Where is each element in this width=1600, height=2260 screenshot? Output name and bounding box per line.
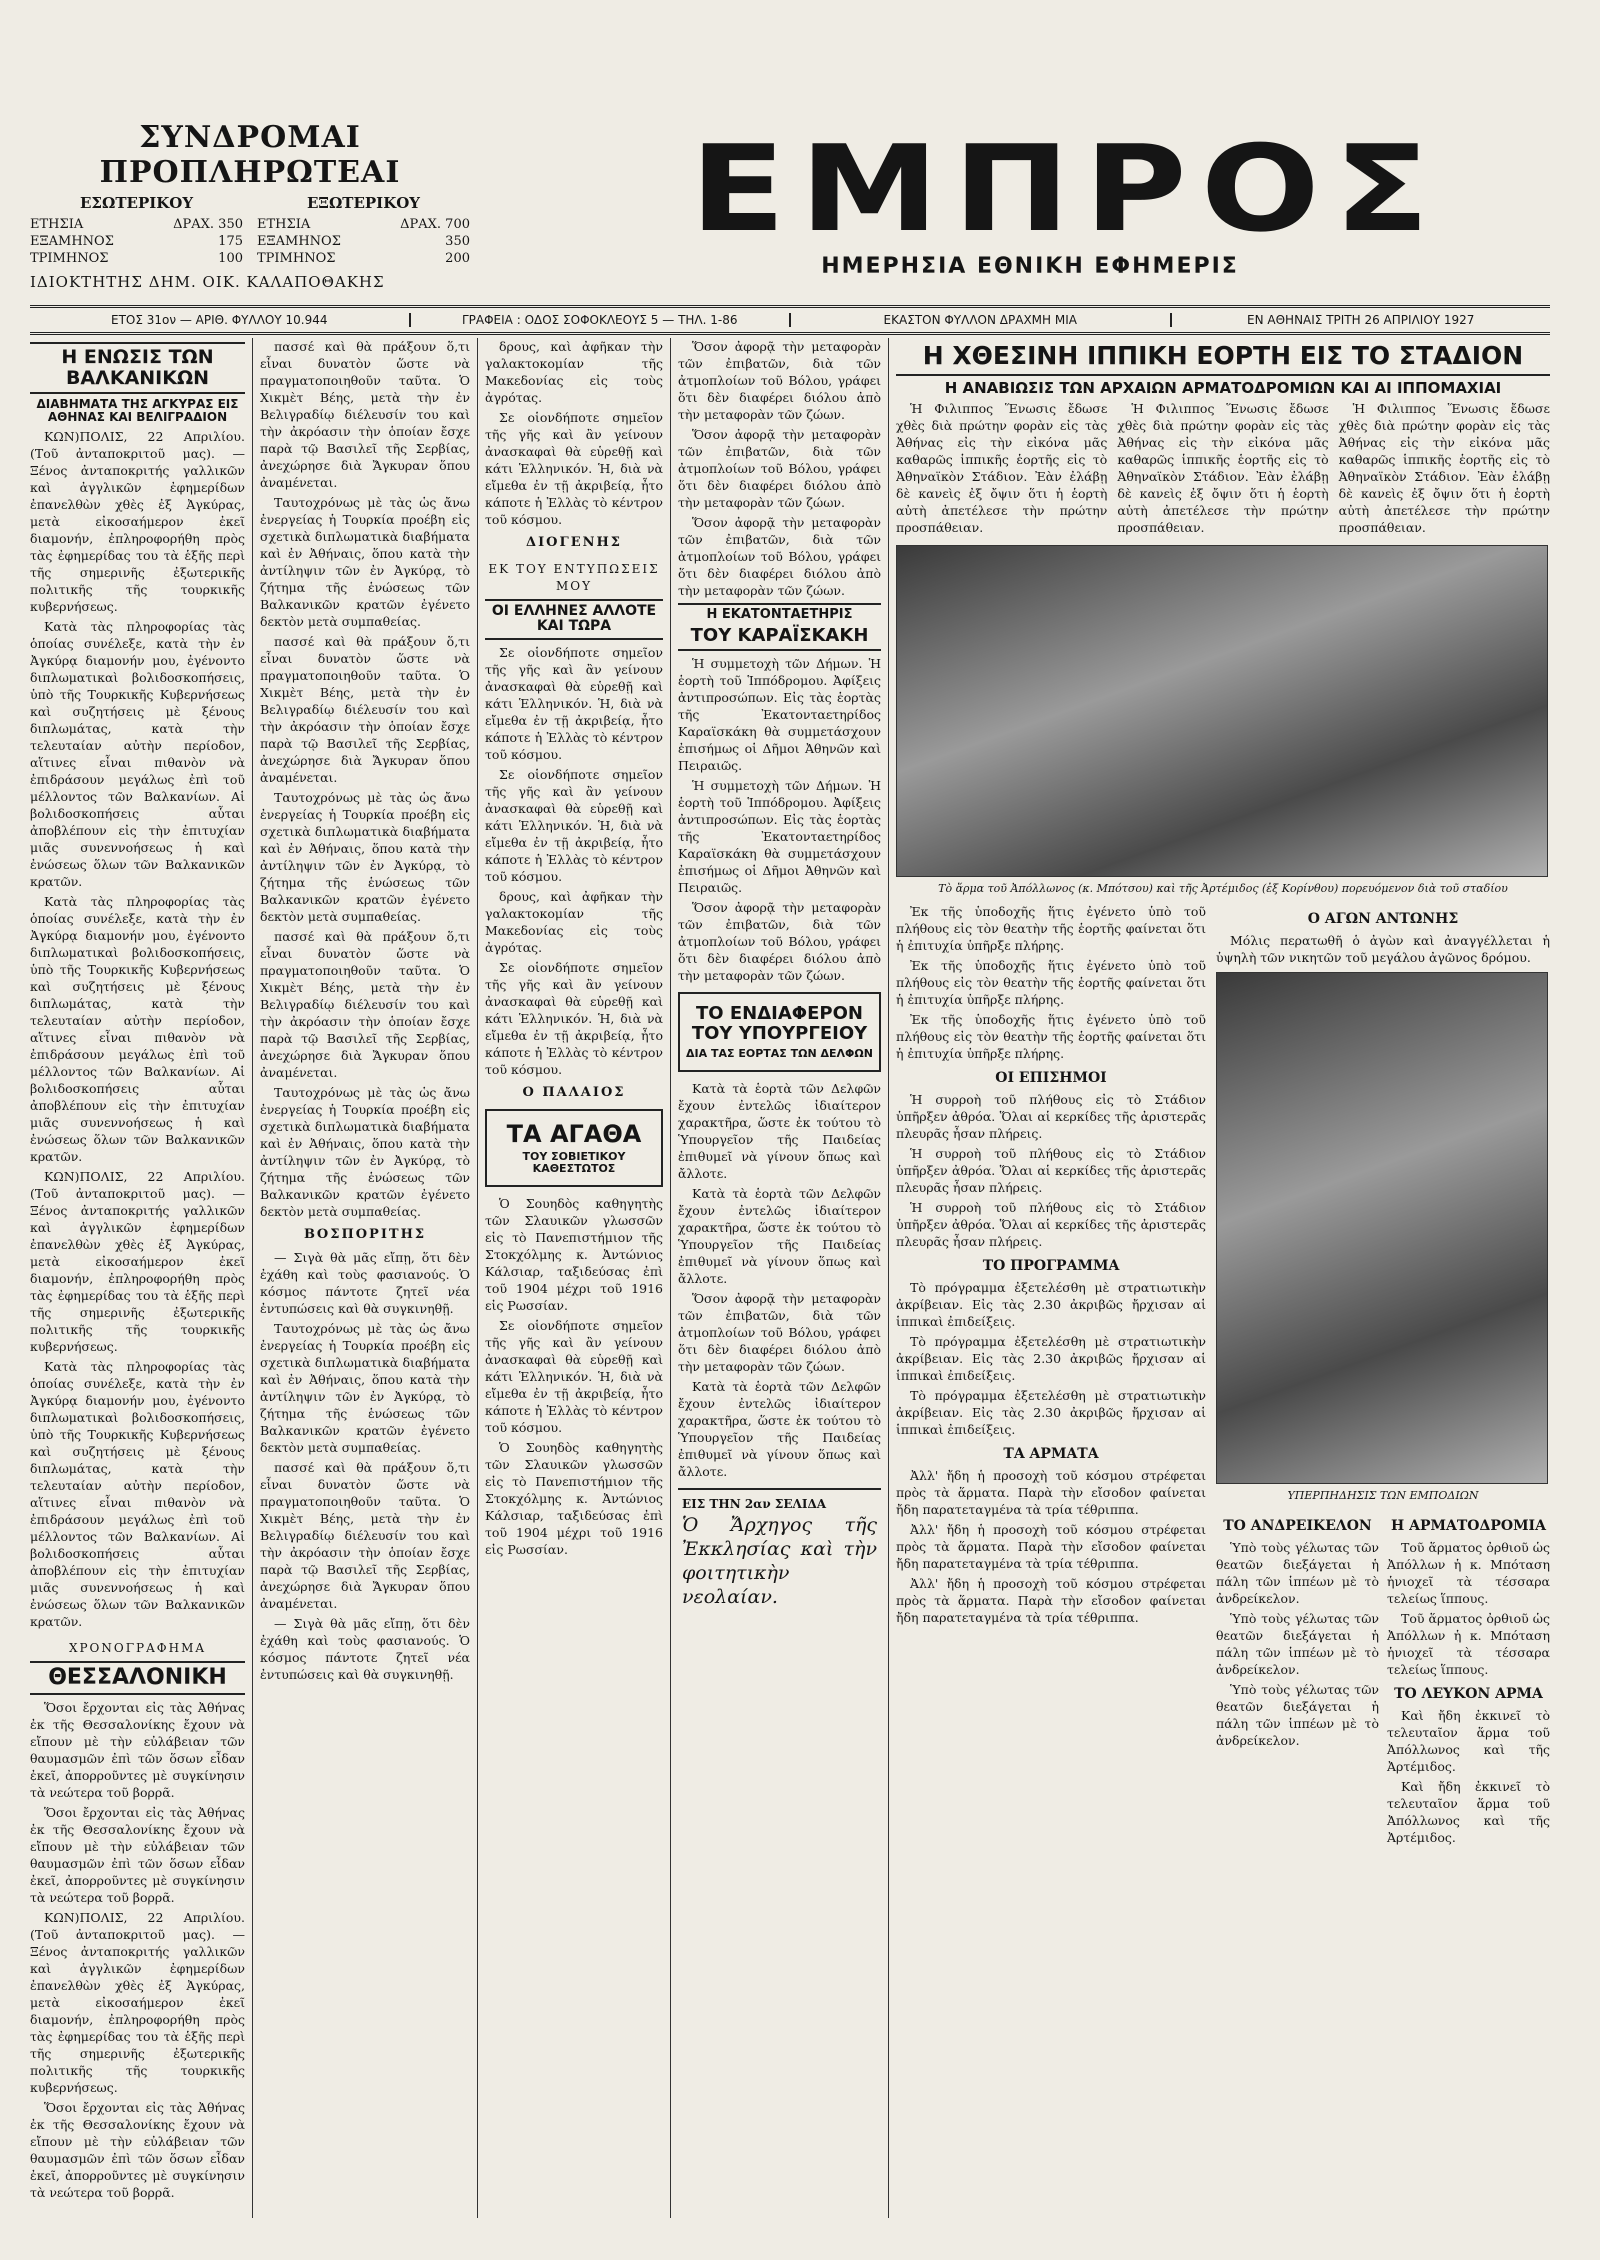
photo-caption-hurdles: ΥΠΕΡΠΗΔΗΣΙΣ ΤΩΝ ΕΜΠΟΔΙΩΝ <box>1287 1489 1479 1502</box>
article-text: Ἀλλ' ἤδη ἡ προσοχὴ τοῦ κόσμου στρέφεται πρὸς τὰ ἅρματα. Παρὰ τὴν εἴσοδον φαίνεται ἤδη παρατεταγμένα τὰ τρία τέθριππα. <box>896 1576 1206 1625</box>
article-text: Τοῦ ἅρματος ὀρθιοῦ ὡς Ἀπόλλων ἡ κ. Μπόταση ἡνιοχεῖ τὰ τέσσαρα τελείως ἵππους. <box>1387 1540 1550 1606</box>
article-text: Τὸ πρόγραμμα ἐξετελέσθη μὲ στρατιωτικὴν ἀκρίβειαν. Εἰς τὰς 2.30 ἀκριβῶς ἤρχισαν αἱ ἱππικαὶ ἐπιδείξεις. <box>896 1334 1206 1383</box>
article-text: Ἀλλ' ἤδη ἡ προσοχὴ τοῦ κόσμου στρέφεται πρὸς τὰ ἅρματα. Παρὰ τὴν εἴσοδον φαίνεται ἤδη παρατεταγμένα τὰ τρία τέθριππα. <box>896 1468 1206 1517</box>
article-text: Ἡ συρροὴ τοῦ πλήθους εἰς τὸ Στάδιον ὑπῆρξεν ἀθρόα. Ὅλαι αἱ κερκίδες τῆς ἀριστερᾶς πλευρᾶς ἦσαν πλήρεις. <box>896 1092 1206 1141</box>
subhead-stadium: Η ΑΝΑΒΙΩΣΙΣ ΤΩΝ ΑΡΧΑΙΩΝ ΑΡΜΑΤΟΔΡΟΜΙΩΝ ΚΑΙ ΑΙ ΙΠΠΟΜΑΧΙΑΙ <box>944 378 1502 397</box>
article-text: Ἡ συρροὴ τοῦ πλήθους εἰς τὸ Στάδιον ὑπῆρξεν ἀθρόα. Ὅλαι αἱ κερκίδες τῆς ἀριστερᾶς πλευρᾶς ἦσαν πλήρεις. <box>896 1146 1206 1195</box>
subscriptions-title: ΣΥΝΔΡΟΜΑΙ ΠΡΟΠΛΗΡΩΤΕΑΙ <box>99 120 401 190</box>
foreign-prices <box>257 194 470 267</box>
subhead-contest: Ο ΑΓΩΝ ΑΝΤΩΝΗΣ <box>1307 911 1459 927</box>
subhead-white-chariot: ΤΟ ΛΕΥΚΟΝ ΑΡΜΑ <box>1394 1686 1543 1702</box>
article-text: Τοῦ ἅρματος ὀρθιοῦ ὡς Ἀπόλλων ἡ κ. Μπόταση ἡνιοχεῖ τὰ τέσσαρα τελείως ἵππους. <box>1387 1611 1550 1677</box>
headline-thessaloniki: ΘΕΣΣΑΛΟΝΙΚΗ <box>30 1661 245 1695</box>
article-text: Τὸ πρόγραμμα ἐξετελέσθη μὲ στρατιωτικὴν ἀκρίβειαν. Εἰς τὰς 2.30 ἀκριβῶς ἤρχισαν αἱ ἱππικαὶ ἐπιδείξεις. <box>896 1280 1206 1329</box>
headline-ministry: ΤΟ ΕΝΔΙΑΦΕΡΟΝ ΤΟΥ ΥΠΟΥΡΓΕΙΟΥ <box>691 1003 868 1044</box>
price-value: 200 <box>445 251 470 266</box>
headline-greeks: ΟΙ ΕΛΛΗΝΕΣ ΑΛΛΟΤΕ ΚΑΙ ΤΩΡΑ <box>485 599 663 640</box>
subhead-dummy: ΤΟ ΑΝΔΡΕΙΚΕΛΟΝ <box>1223 1518 1372 1534</box>
serial-label: ΕΙΣ ΤΗΝ 2αν ΣΕΛΙΔΑ <box>682 1496 827 1511</box>
foreign-head: ΕΞΩΤΕΡΙΚΟΥ <box>306 194 421 212</box>
masthead-logo <box>690 120 1444 279</box>
main-story-left <box>896 903 1206 1849</box>
article-text: Ταυτοχρόνως μὲ τὰς ὡς ἄνω ἐνεργείας ἡ Τουρκία προέβη εἰς σχετικὰ διπλωματικὰ διαβήματα καὶ ἐν Ἀθήναις, ὅπου κατὰ τὴν ἀντίληψιν τῶν ἐν Ἀγκύρᾳ, τὸ ζήτημα τῆς ἑνώσεως τῶν Βαλκανικῶν κρατῶν ἐγένετο δεκτὸν μετὰ συμπαθείας. <box>260 790 470 924</box>
byline: ΒΟΣΠΟΡΙΤΗΣ <box>303 1227 427 1242</box>
article-text: Ὑπὸ τοὺς γέλωτας τῶν θεατῶν διεξάγεται ἡ πάλη τῶν ἱππέων μὲ τὸ ἀνδρείκελον. <box>1216 1682 1379 1748</box>
article-text: Ὁ Σουηδὸς καθηγητὴς τῶν Σλαυικῶν γλωσσῶν εἰς τὸ Πανεπιστήμιον τῆς Στοκχόλμης κ. Ἀντώνιος Κάλσιαρ, ταξιδεύσας ἐπὶ τοῦ 1904 μέχρι τοῦ 1916 εἰς Ρωσσίαν. <box>485 1440 663 1558</box>
section-label: ΧΡΟΝΟΓΡΑΦΗΜΑ <box>68 1641 207 1656</box>
article-text: Ὅσοι ἔρχονται εἰς τὰς Ἀθήνας ἐκ τῆς Θεσσαλονίκης ἔχουν νὰ εἴπουν μὲ τὴν εὐλάβειαν τῶν θαυμασμῶν ἐπὶ τῶν ὅσων εἶδαν ἐκεῖ, ἀπορροῦντες μὲ συγκίνησιν τὰ νεώτερα τοῦ βορρᾶ. <box>30 2100 245 2201</box>
article-text: Κατὰ τὰ ἑορτὰ τῶν Δελφῶν ἔχουν ἐντελῶς ἰδιαίτερον χαρακτῆρα, ὥστε ἐκ τούτου τὸ Ὑπουργεῖον τῆς Παιδείας ἐπιθυμεῖ νὰ γίνουν ὅπως καὶ ἄλλοτε. <box>678 1378 881 1479</box>
column-2 <box>260 338 470 2218</box>
headline-soviet: ΤΑ ΑΓΑΘΑ <box>506 1119 642 1148</box>
article-text: Ἡ Φιλιππος Ἕνωσις ἔδωσε χθὲς διὰ πρώτην φορὰν εἰς τὰς Ἀθήνας εἰς τὴν εἰκόνα μᾶς καθαρῶς ἱππικῆς ἑορτῆς εἰς τὸ Ἀθηναϊκὸν Στάδιον. Ἐὰν ἐλάβῃ δὲ κανεὶς ἐξ ὄψιν ὅτι ἡ ἑορτὴ αὐτὴ ἀπετέλεσε τὴν πρώτην προσπάθειαν. <box>1338 401 1550 535</box>
article-text: Ἐκ τῆς ὑποδοχῆς ἥτις ἐγένετο ὑπὸ τοῦ πλήθους εἰς τὸν θεατὴν τῆς ἑορτῆς φαίνεται ὅτι ἡ ἐπιτυχία ὑπῆρξε πλήρης. <box>896 958 1206 1007</box>
owner-line: ΙΔΙΟΚΤΗΤΗΣ ΔΗΜ. ΟΙΚ. ΚΑΛΑΠΟΘΑΚΗΣ <box>30 273 385 291</box>
serial-title: Ὁ Ἄρχηγος τῆς Ἐκκλησίας καὶ τὴν φοιτητικὴν νεολαίαν. <box>682 1513 877 1608</box>
headline-centenary: Η ΕΚΑΤΟΝΤΑΕΤΗΡΙΣ <box>678 603 881 622</box>
article-text: Ἡ συμμετοχὴ τῶν Δήμων. Ἡ ἑορτὴ τοῦ Ἱππόδρομου. Ἀφίξεις ἀντιπροσώπων. Εἰς τὰς ἑορτὰς τῆς Ἐκατονταετηρίδος Καραϊσκάκη θὰ συμμετάσχουν ἐπισήμως οἱ Δῆμοι Ἀθηνῶν καὶ Πειραιῶς. <box>678 656 881 774</box>
byline: Ο ΠΑΛΑΙΟΣ <box>522 1084 626 1100</box>
price-value: 100 <box>218 251 243 266</box>
headline-stadium: Η ΧΘΕΣΙΝΗ ΙΠΠΙΚΗ ΕΟΡΤΗ ΕΙΣ ΤΟ ΣΤΑΔΙΟΝ <box>896 342 1550 376</box>
article-text: Ἐκ τῆς ὑποδοχῆς ἥτις ἐγένετο ὑπὸ τοῦ πλήθους εἰς τὸν θεατὴν τῆς ἑορτῆς φαίνεται ὅτι ἡ ἐπιτυχία ὑπῆρξε πλήρης. <box>896 1012 1206 1061</box>
article-text: Ὑπὸ τοὺς γέλωτας τῶν θεατῶν διεξάγεται ἡ πάλη τῶν ἱππέων μὲ τὸ ἀνδρείκελον. <box>1216 1540 1379 1606</box>
info-bar <box>30 305 1550 335</box>
issue-price: ΕΚΑΣΤΟΝ ΦΥΛΛΟΝ ΔΡΑΧΜΗ ΜΙΑ <box>791 313 1172 327</box>
photo-chariots <box>896 545 1548 877</box>
subhead-officials: ΟΙ ΕΠΙΣΗΜΟΙ <box>995 1070 1107 1086</box>
article-text: Τὸ πρόγραμμα ἐξετελέσθη μὲ στρατιωτικὴν ἀκρίβειαν. Εἰς τὰς 2.30 ἀκριβῶς ἤρχισαν αἱ ἱππικαὶ ἐπιδείξεις. <box>896 1388 1206 1437</box>
article-text: Ταυτοχρόνως μὲ τὰς ὡς ἄνω ἐνεργείας ἡ Τουρκία προέβη εἰς σχετικὰ διπλωματικὰ διαβήματα καὶ ἐν Ἀθήναις, ὅπου κατὰ τὴν ἀντίληψιν τῶν ἐν Ἀγκύρᾳ, τὸ ζήτημα τῆς ἑνώσεως τῶν Βαλκανικῶν κρατῶν ἐγένετο δεκτὸν μετὰ συμπαθείας. <box>260 1321 470 1455</box>
article-text: Μόλις περατωθῆ ὁ ἀγὼν καὶ ἀναγγέλλεται ἡ ὑψηλὴ τῶν νικητῶν τοῦ μεγάλου ἀγῶνος δρόμου. <box>1216 933 1550 965</box>
article-text: Ὅσον ἀφορᾷ τὴν μεταφορὰν τῶν ἐπιβατῶν, διὰ τῶν ἀτμοπλοίων τοῦ Βόλου, γράφει ὅτι δὲν διαφέρει διόλου ἀπὸ τὴν μεταφορὰν τῶν ζώων. <box>678 900 881 984</box>
article-text: ΚΩΝ)ΠΟΛΙΣ, 22 Απριλίου. (Τοῦ ἀνταποκριτοῦ μας). — Ξένος ἀνταποκριτής γαλλικῶν καὶ ἀγγλικῶν ἐφημερίδων ἐπανελθὼν χθὲς ἐξ Ἀγκύρας, μετὰ εἰκοσαήμερον ἐκεῖ διαμονήν, ἐπληροφορήθη πρὸς τὰς ἐφημερίδας του τὰ ἑξῆς περὶ τῆς σημερινῆς ἐξωτερικῆς πολιτικῆς τῆς τουρκικῆς κυβερνήσεως. <box>30 1169 245 1355</box>
logo-wordmark: ΕΜΠΡΟΣ <box>690 120 1444 259</box>
price-label: ΕΞΑΜΗΝΟΣ <box>30 234 114 249</box>
price-label: ΕΤΗΣΙΑ <box>30 217 84 232</box>
article-text: ΚΩΝ)ΠΟΛΙΣ, 22 Απριλίου. (Τοῦ ἀνταποκριτοῦ μας). — Ξένος ἀνταποκριτής γαλλικῶν καὶ ἀγγλικῶν ἐφημερίδων ἐπανελθὼν χθὲς ἐξ Ἀγκύρας, μετὰ εἰκοσαήμερον ἐκεῖ διαμονήν, ἐπληροφορήθη πρὸς τὰς ἐφημερίδας του τὰ ἑξῆς περὶ τῆς σημερινῆς ἐξωτερικῆς πολιτικῆς τῆς τουρκικῆς κυβερνήσεως. <box>30 1910 245 2096</box>
price-value: ΔΡΑΧ. 350 <box>173 217 243 232</box>
article-text: Καὶ ἤδη ἐκκινεῖ τὸ τελευταῖον ἅρμα τοῦ Ἀπόλλωνος καὶ τῆς Ἀρτέμιδος. <box>1387 1779 1550 1845</box>
article-text: Σε οἱονδήποτε σημεῖον τῆς γῆς καὶ ἂν γείνουν ἀνασκαφαὶ θὰ εὑρεθῇ καὶ κάτι Ἑλληνικόν. Ἡ, διὰ νὰ εἴμεθα ἐν τῇ ἀκριβείᾳ, ἦτο κάποτε ἡ Ἑλλὰς τὸ κέντρον τοῦ κόσμου. <box>485 410 663 527</box>
column-5-main-story <box>896 338 1550 2218</box>
article-text: Ὅσον ἀφορᾷ τὴν μεταφορὰν τῶν ἐπιβατῶν, διὰ τῶν ἀτμοπλοίων τοῦ Βόλου, γράφει ὅτι δὲν διαφέρει διόλου ἀπὸ τὴν μεταφορὰν τῶν ζώων. <box>678 427 881 510</box>
article-text: πασσέ καὶ θὰ πράξουν ὅ,τι εἶναι δυνατὸν ὥστε νὰ πραγματοποιηθοῦν ταῦτα. Ὁ Χικμὲτ Βέης, μετὰ τὴν ἐν Βελιγραδίῳ διέλευσίν του καὶ τὴν ἀκρόασιν τὴν ὁποίαν ἔσχε παρὰ τῷ Βασιλεῖ τῆς Σερβίας, ἀνεχώρησε διὰ Ἄγκυραν ὅπου ἀναμένεται. <box>260 339 470 490</box>
article-text: Κατὰ τὰ ἑορτὰ τῶν Δελφῶν ἔχουν ἐντελῶς ἰδιαίτερον χαρακτῆρα, ὥστε ἐκ τούτου τὸ Ὑπουργεῖον τῆς Παιδείας ἐπιθυμεῖ νὰ γίνουν ὅπως καὶ ἄλλοτε. <box>678 1185 881 1286</box>
column-1 <box>30 338 245 2218</box>
headline-box-soviet <box>485 1109 663 1188</box>
article-text: ΚΩΝ)ΠΟΛΙΣ, 22 Απριλίου. (Τοῦ ἀνταποκριτοῦ μας). — Ξένος ἀνταποκριτής γαλλικῶν καὶ ἀγγλικῶν ἐφημερίδων ἐπανελθὼν χθὲς ἐξ Ἀγκύρας, μετὰ εἰκοσαήμερον ἐκεῖ διαμονήν, ἐπληροφορήθη πρὸς τὰς ἐφημερίδας του τὰ ἑξῆς περὶ τῆς σημερινῆς ἐξωτερικῆς πολιτικῆς τῆς τουρκικῆς κυβερνήσεως. <box>30 429 245 615</box>
article-text: Καὶ ἤδη ἐκκινεῖ τὸ τελευταῖον ἅρμα τοῦ Ἀπόλλωνος καὶ τῆς Ἀρτέμιδος. <box>1387 1708 1550 1774</box>
article-text: Ὅσοι ἔρχονται εἰς τὰς Ἀθήνας ἐκ τῆς Θεσσαλονίκης ἔχουν νὰ εἴπουν μὲ τὴν εὐλάβειαν τῶν θαυμασμῶν ἐπὶ τῶν ὅσων εἶδαν ἐκεῖ, ἀπορροῦντες μὲ συγκίνησιν τὰ νεώτερα τοῦ βορρᾶ. <box>30 1805 245 1906</box>
main-story-right <box>1216 903 1550 1849</box>
price-value: 350 <box>445 234 470 249</box>
article-text: Σε οἱονδήποτε σημεῖον τῆς γῆς καὶ ἂν γείνουν ἀνασκαφαὶ θὰ εὑρεθῇ καὶ κάτι Ἑλληνικόν. Ἡ, διὰ νὰ εἴμεθα ἐν τῇ ἀκριβείᾳ, ἦτο κάποτε ἡ Ἑλλὰς τὸ κέντρον τοῦ κόσμου. <box>485 644 663 762</box>
article-text: Ἡ συρροὴ τοῦ πλήθους εἰς τὸ Στάδιον ὑπῆρξεν ἀθρόα. Ὅλαι αἱ κερκίδες τῆς ἀριστερᾶς πλευρᾶς ἦσαν πλήρεις. <box>896 1200 1206 1249</box>
article-text: — Σιγὰ θὰ μᾶς εἴπῃ, ὅτι δὲν ἐχάθη καὶ τοὺς φασιανούς. Ὁ κόσμος πάντοτε ζητεῖ νέα ἐντυπώσεις καὶ θὰ συγκινηθῇ. <box>260 1250 470 1316</box>
issue-date: ΕΝ ΑΘΗΝΑΙΣ ΤΡΙΤΗ 26 ΑΠΡΙΛΙΟΥ 1927 <box>1247 313 1475 327</box>
price-label: ΤΡΙΜΗΝΟΣ <box>30 251 109 266</box>
domestic-head: ΕΣΩΤΕΡΙΚΟΥ <box>79 194 194 212</box>
subhead-chariot-race: Η ΑΡΜΑΤΟΔΡΟΜΙΑ <box>1391 1518 1546 1534</box>
subhead-ministry: ΔΙΑ ΤΑΣ ΕΟΡΤΑΣ ΤΩΝ ΔΕΛΦΩΝ <box>686 1046 873 1060</box>
domestic-prices <box>30 194 243 267</box>
issue-number: ΕΤΟΣ 31ον — ΑΡΙΘ. ΦΥΛΛΟΥ 10.944 <box>30 313 411 327</box>
article-text: Σε οἱονδήποτε σημεῖον τῆς γῆς καὶ ἂν γείνουν ἀνασκαφαὶ θὰ εὑρεθῇ καὶ κάτι Ἑλληνικόν. Ἡ, διὰ νὰ εἴμεθα ἐν τῇ ἀκριβείᾳ, ἦτο κάποτε ἡ Ἑλλὰς τὸ κέντρον τοῦ κόσμου. <box>485 959 663 1077</box>
subhead-soviet: ΤΟΥ ΣΟΒΙΕΤΙΚΟΥ ΚΑΘΕΣΤΩΤΟΣ <box>522 1150 626 1176</box>
article-text: Σε οἱονδήποτε σημεῖον τῆς γῆς καὶ ἂν γείνουν ἀνασκαφαὶ θὰ εὑρεθῇ καὶ κάτι Ἑλληνικόν. Ἡ, διὰ νὰ εἴμεθα ἐν τῇ ἀκριβείᾳ, ἦτο κάποτε ἡ Ἑλλὰς τὸ κέντρον τοῦ κόσμου. <box>485 766 663 884</box>
article-text: δρους, καὶ ἀφῆκαν τὴν γαλακτοκομίαν τῆς Μακεδονίας εἰς τοὺς ἀγρότας. <box>485 339 663 405</box>
column-4 <box>678 338 881 2218</box>
article-text: Ἐκ τῆς ὑποδοχῆς ἥτις ἐγένετο ὑπὸ τοῦ πλήθους εἰς τὸν θεατὴν τῆς ἑορτῆς φαίνεται ὅτι ἡ ἐπιτυχία ὑπῆρξε πλήρης. <box>896 904 1206 953</box>
article-text: πασσέ καὶ θὰ πράξουν ὅ,τι εἶναι δυνατὸν ὥστε νὰ πραγματοποιηθοῦν ταῦτα. Ὁ Χικμὲτ Βέης, μετὰ τὴν ἐν Βελιγραδίῳ διέλευσίν του καὶ τὴν ἀκρόασιν τὴν ὁποίαν ἔσχε παρὰ τῷ Βασιλεῖ τῆς Σερβίας, ἀνεχώρησε διὰ Ἄγκυραν ὅπου ἀναμένεται. <box>260 929 470 1080</box>
article-text: Κατὰ τὰς πληροφορίας τὰς ὁποίας συνέλεξε, κατὰ τὴν ἐν Ἀγκύρᾳ διαμονήν μου, ἐγένοντο διπλωματικαὶ βολιδοσκοπήσεις, ὑπὸ τῆς Τουρκικῆς Κυβερνήσεως καὶ συζητήσεις μὲ ξένους διπλωμάτας, κατὰ τὴν τελευταίαν αὐτὴν περίοδον, αἵτινες εἶναι πιθανὸν νὰ ἐπιδράσουν μεγάλως ἐπὶ τοῦ μέλλοντος τῶν Βαλκανίων. Αἱ βολιδοσκοπήσεις αὗται ἀποβλέπουν εἰς τὴν ἐπιτυχίαν μιᾶς συνεννοήσεως ἡ καὶ ἐνώσεως ὅλων τῶν Βαλκανικῶν κρατῶν. <box>30 1359 245 1630</box>
serial-box <box>678 1488 881 1615</box>
subhead-balkans: ΔΙΑΒΗΜΑΤΑ ΤΗΣ ΑΓΚΥΡΑΣ ΕΙΣ ΑΘΗΝΑΣ ΚΑΙ ΒΕΛΙΓΡΑΔΙΟΝ <box>36 396 239 424</box>
byline: ΔΙΟΓΕΝΗΣ <box>526 535 622 550</box>
headline-box-ministry <box>678 992 881 1072</box>
section-label: ΕΚ ΤΟΥ ΕΝΤΥΠΩΣΕΙΣ ΜΟΥ <box>488 562 660 593</box>
price-label: ΕΞΑΜΗΝΟΣ <box>257 234 341 249</box>
article-text: Ὅσον ἀφορᾷ τὴν μεταφορὰν τῶν ἐπιβατῶν, διὰ τῶν ἀτμοπλοίων τοῦ Βόλου, γράφει ὅτι δὲν διαφέρει διόλου ἀπὸ τὴν μεταφορὰν τῶν ζώων. <box>678 339 881 422</box>
price-value: 175 <box>218 234 243 249</box>
article-text: πασσέ καὶ θὰ πράξουν ὅ,τι εἶναι δυνατὸν ὥστε νὰ πραγματοποιηθοῦν ταῦτα. Ὁ Χικμὲτ Βέης, μετὰ τὴν ἐν Βελιγραδίῳ διέλευσίν του καὶ τὴν ἀκρόασιν τὴν ὁποίαν ἔσχε παρὰ τῷ Βασιλεῖ τῆς Σερβίας, ἀνεχώρησε διὰ Ἄγκυραν ὅπου ἀναμένεται. <box>260 1460 470 1611</box>
article-text: πασσέ καὶ θὰ πράξουν ὅ,τι εἶναι δυνατὸν ὥστε νὰ πραγματοποιηθοῦν ταῦτα. Ὁ Χικμὲτ Βέης, μετὰ τὴν ἐν Βελιγραδίῳ διέλευσίν του καὶ τὴν ἀκρόασιν τὴν ὁποίαν ἔσχε παρὰ τῷ Βασιλεῖ τῆς Σερβίας, ἀνεχώρησε διὰ Ἄγκυραν ὅπου ἀναμένεται. <box>260 634 470 785</box>
article-text: Κατὰ τὰς πληροφορίας τὰς ὁποίας συνέλεξε, κατὰ τὴν ἐν Ἀγκύρᾳ διαμονήν μου, ἐγένοντο διπλωματικαὶ βολιδοσκοπήσεις, ὑπὸ τῆς Τουρκικῆς Κυβερνήσεως καὶ συζητήσεις μὲ ξένους διπλωμάτας, κατὰ τὴν τελευταίαν αὐτὴν περίοδον, αἵτινες εἶναι πιθανὸν νὰ ἐπιδράσουν μεγάλως ἐπὶ τοῦ μέλλοντος τῶν Βαλκανίων. Αἱ βολιδοσκοπήσεις αὗται ἀποβλέπουν εἰς τὴν ἐπιτυχίαν μιᾶς συνεννοήσεως ἡ καὶ ἐνώσεως ὅλων τῶν Βαλκανικῶν κρατῶν. <box>30 894 245 1165</box>
article-text: Ταυτοχρόνως μὲ τὰς ὡς ἄνω ἐνεργείας ἡ Τουρκία προέβη εἰς σχετικὰ διπλωματικὰ διαβήματα καὶ ἐν Ἀθήναις, ὅπου κατὰ τὴν ἀντίληψιν τῶν ἐν Ἀγκύρᾳ, τὸ ζήτημα τῆς ἑνώσεως τῶν Βαλκανικῶν κρατῶν ἐγένετο δεκτὸν μετὰ συμπαθείας. <box>260 495 470 629</box>
newspaper-page <box>30 20 1550 2240</box>
subscriptions-block <box>30 120 470 291</box>
article-text: Ὑπὸ τοὺς γέλωτας τῶν θεατῶν διεξάγεται ἡ πάλη τῶν ἱππέων μὲ τὸ ἀνδρείκελον. <box>1216 1611 1379 1677</box>
photo-caption-chariots: Τὸ ἅρμα τοῦ Ἀπόλλωνος (κ. Μπότσου) καὶ τῆς Ἀρτέμιδος (ἐξ Κορίνθου) πορευόμενον διὰ τοῦ σταδίου <box>938 882 1508 895</box>
headline-balkans: Η ΕΝΩΣΙΣ ΤΩΝ ΒΑΛΚΑΝΙΚΩΝ <box>30 342 245 394</box>
office-address: ΓΡΑΦΕΙΑ : ΟΔΟΣ ΣΟΦΟΚΛΕΟΥΣ 5 — ΤΗΛ. 1-86 <box>411 313 792 327</box>
article-text: Ὅσον ἀφορᾷ τὴν μεταφορὰν τῶν ἐπιβατῶν, διὰ τῶν ἀτμοπλοίων τοῦ Βόλου, γράφει ὅτι δὲν διαφέρει διόλου ἀπὸ τὴν μεταφορὰν τῶν ζώων. <box>678 1290 881 1374</box>
price-label: ΤΡΙΜΗΝΟΣ <box>257 251 336 266</box>
headline-karaiskakis: ΤΟΥ ΚΑΡΑΪΣΚΑΚΗ <box>678 626 881 651</box>
article-text: — Σιγὰ θὰ μᾶς εἴπῃ, ὅτι δὲν ἐχάθη καὶ τοὺς φασιανούς. Ὁ κόσμος πάντοτε ζητεῖ νέα ἐντυπώσεις καὶ θὰ συγκινηθῇ. <box>260 1616 470 1682</box>
price-value: ΔΡΑΧ. 700 <box>400 217 470 232</box>
article-text: Κατὰ τὰ ἑορτὰ τῶν Δελφῶν ἔχουν ἐντελῶς ἰδιαίτερον χαρακτῆρα, ὥστε ἐκ τούτου τὸ Ὑπουργεῖον τῆς Παιδείας ἐπιθυμεῖ νὰ γίνουν ὅπως καὶ ἄλλοτε. <box>678 1080 881 1181</box>
article-text: Ἡ Φιλιππος Ἕνωσις ἔδωσε χθὲς διὰ πρώτην φορὰν εἰς τὰς Ἀθήνας εἰς τὴν εἰκόνα μᾶς καθαρῶς ἱππικῆς ἑορτῆς εἰς τὸ Ἀθηναϊκὸν Στάδιον. Ἐὰν ἐλάβῃ δὲ κανεὶς ἐξ ὄψιν ὅτι ἡ ἑορτὴ αὐτὴ ἀπετέλεσε τὴν πρώτην προσπάθειαν. <box>1117 401 1329 535</box>
column-3 <box>485 338 663 2218</box>
subhead-programme: ΤΟ ΠΡΟΓΡΑΜΜΑ <box>982 1258 1120 1274</box>
article-text: Ἀλλ' ἤδη ἡ προσοχὴ τοῦ κόσμου στρέφεται πρὸς τὰ ἅρματα. Παρὰ τὴν εἴσοδον φαίνεται ἤδη παρατεταγμένα τὰ τρία τέθριππα. <box>896 1522 1206 1571</box>
article-text: Ὅσοι ἔρχονται εἰς τὰς Ἀθήνας ἐκ τῆς Θεσσαλονίκης ἔχουν νὰ εἴπουν μὲ τὴν εὐλάβειαν τῶν θαυμασμῶν ἐπὶ τῶν ὅσων εἶδαν ἐκεῖ, ἀπορροῦντες μὲ συγκίνησιν τὰ νεώτερα τοῦ βορρᾶ. <box>30 1700 245 1801</box>
article-text: Ἡ συμμετοχὴ τῶν Δήμων. Ἡ ἑορτὴ τοῦ Ἱππόδρομου. Ἀφίξεις ἀντιπροσώπων. Εἰς τὰς ἑορτὰς τῆς Ἐκατονταετηρίδος Καραϊσκάκη θὰ συμμετάσχουν ἐπισήμως οἱ Δῆμοι Ἀθηνῶν καὶ Πειραιῶς. <box>678 778 881 896</box>
article-text: Ταυτοχρόνως μὲ τὰς ὡς ἄνω ἐνεργείας ἡ Τουρκία προέβη εἰς σχετικὰ διπλωματικὰ διαβήματα καὶ ἐν Ἀθήναις, ὅπου κατὰ τὴν ἀντίληψιν τῶν ἐν Ἀγκύρᾳ, τὸ ζήτημα τῆς ἑνώσεως τῶν Βαλκανικῶν κρατῶν ἐγένετο δεκτὸν μετὰ συμπαθείας. <box>260 1085 470 1219</box>
price-label: ΕΤΗΣΙΑ <box>257 217 311 232</box>
article-text: δρους, καὶ ἀφῆκαν τὴν γαλακτοκομίαν τῆς Μακεδονίας εἰς τοὺς ἀγρότας. <box>485 888 663 955</box>
article-text: Ὅσον ἀφορᾷ τὴν μεταφορὰν τῶν ἐπιβατῶν, διὰ τῶν ἀτμοπλοίων τοῦ Βόλου, γράφει ὅτι δὲν διαφέρει διόλου ἀπὸ τὴν μεταφορὰν τῶν ζώων. <box>678 515 881 598</box>
article-text: Κατὰ τὰς πληροφορίας τὰς ὁποίας συνέλεξε, κατὰ τὴν ἐν Ἀγκύρᾳ διαμονήν μου, ἐγένοντο διπλωματικαὶ βολιδοσκοπήσεις, ὑπὸ τῆς Τουρκικῆς Κυβερνήσεως καὶ συζητήσεις μὲ ξένους διπλωμάτας, κατὰ τὴν τελευταίαν αὐτὴν περίοδον, αἵτινες εἶναι πιθανὸν νὰ ἐπιδράσουν μεγάλως ἐπὶ τοῦ μέλλοντος τῶν Βαλκανίων. Αἱ βολιδοσκοπήσεις αὗται ἀποβλέπουν εἰς τὴν ἐπιτυχίαν μιᾶς συνεννοήσεως ἡ καὶ ἐνώσεως ὅλων τῶν Βαλκανικῶν κρατῶν. <box>30 619 245 890</box>
article-text: Ὁ Σουηδὸς καθηγητὴς τῶν Σλαυικῶν γλωσσῶν εἰς τὸ Πανεπιστήμιον τῆς Στοκχόλμης κ. Ἀντώνιος Κάλσιαρ, ταξιδεύσας ἐπὶ τοῦ 1904 μέχρι τοῦ 1916 εἰς Ρωσσίαν. <box>485 1196 663 1314</box>
article-text: Ἡ Φιλιππος Ἕνωσις ἔδωσε χθὲς διὰ πρώτην φορὰν εἰς τὰς Ἀθήνας εἰς τὴν εἰκόνα μᾶς καθαρῶς ἱππικῆς ἑορτῆς εἰς τὸ Ἀθηναϊκὸν Στάδιον. Ἐὰν ἐλάβῃ δὲ κανεὶς ἐξ ὄψιν ὅτι ἡ ἑορτὴ αὐτὴ ἀπετέλεσε τὴν πρώτην προσπάθειαν. <box>896 401 1108 535</box>
tagline: ΗΜΕΡΗΣΙΑ ΕΘΝΙΚΗ ΕΦΗΜΕΡΙΣ <box>821 254 1239 279</box>
subhead-chariots: ΤΑ ΑΡΜΑΤΑ <box>1003 1446 1099 1462</box>
article-text: Σε οἱονδήποτε σημεῖον τῆς γῆς καὶ ἂν γείνουν ἀνασκαφαὶ θὰ εὑρεθῇ καὶ κάτι Ἑλληνικόν. Ἡ, διὰ νὰ εἴμεθα ἐν τῇ ἀκριβείᾳ, ἦτο κάποτε ἡ Ἑλλὰς τὸ κέντρον τοῦ κόσμου. <box>485 1318 663 1436</box>
photo-hurdles <box>1216 972 1548 1484</box>
